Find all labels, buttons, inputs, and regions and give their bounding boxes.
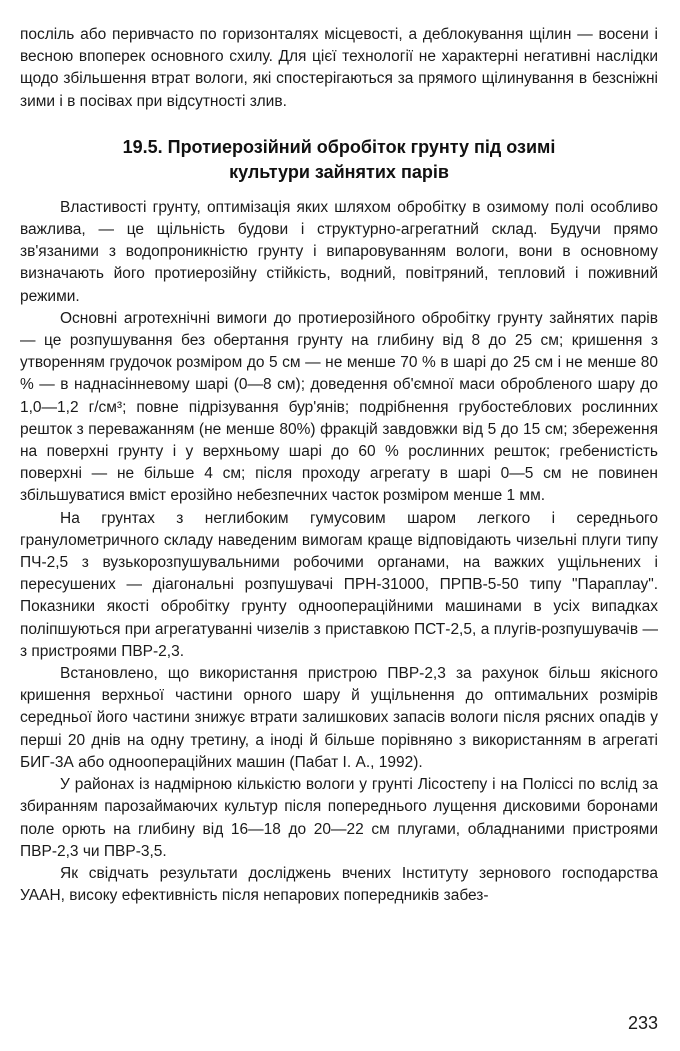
paragraph-research-results: Як свідчать результати досліджень вчених Інституту зернового господарства УААН, високу ефективність після непарових попередників забез- bbox=[20, 864, 658, 905]
page-body bbox=[20, 0, 658, 907]
paragraph-excess-moisture-regions: У районах із надмірною кількістю вологи у грунті Лісостепу і на Поліссі по вслід за збиранням парозаймаючих культур після попереднього лущення дисковими боронами поле орють на глибину від 16—18 до 20—22 см плугами, обладнаними пристроями ПВР-2,3 чи ПВР-3,5. bbox=[20, 776, 658, 860]
paragraph-agrotechnical-requirements: Основні агротехнічні вимоги до протиерозійного обробітку грунту зайнятих парів — це розпушування без обертання грунту на глибину від 8 до 25 см; кришення з утворенням грудочок розміром до 5 см — не менше 70 % в шарі до 25 см і не менше 80 % — в наднасінневому шарі (0—8 см); доведення об'ємної маси обробленого шару до 1,0—1,2 г/см³; повне підрізування бур'янів; подрібнення грубостеблових рослинних решток з переважанням (не менше 80%) фракцій завдовжки від 5 до 15 см; збереження на поверхні грунту і у верхньому шарі до 60 % рослинних решток; гребенистість поверхні — не більше 4 см; після проходу агрегату в шарі 0—5 см не повинен збільшуватися вміст ерозійно небезпечних часток розміром менше 1 мм. bbox=[20, 309, 658, 505]
paragraph-pvr-device: Встановлено, що використання пристрою ПВР-2,3 за рахунок більш якісного кришення верхньої частини орного шару й ущільнення до оптимальних розмірів середньої його частини знижує втрати залишкових запасів вологи після рясних опадів у перші 20 днів на одну третину, а іноді й більше порівняно з використанням в агрегаті БИГ-3А або одноопераційних машин (Пабат І. А., 1992). bbox=[20, 665, 658, 771]
section-heading-line-2: культури зайнятих парів bbox=[229, 161, 449, 182]
section-heading bbox=[20, 135, 658, 185]
section-heading-line-1: 19.5. Протиерозійний обробіток грунту під озимі bbox=[122, 136, 556, 157]
paragraph-shallow-humus-soils: На грунтах з неглибоким гумусовим шаром легкого і середнього гранулометричного складу наведеним вимогам краще відповідають чизельні плуги типу ПЧ-2,5 з вузькорозпушувальними робочими органами, на важких ущільнених і пересушених — діагональні розпушувачі ПРН-31000, ПРПВ-5-50 типу "Параплау". Показники якості обробітку грунту одноопераційними машинами в усіх випадках поліпшуються при агрегатуванні чизелів з приставкою ПСТ-2,5, а плугів-розпушувачів — з пристроями ПВР-2,3. bbox=[20, 509, 658, 660]
paragraph-continued: посліль або перивчасто по горизонталях місцевості, а деблокування щілин — восени і весною впоперек основного схилу. Для цієї технології не характерні негативні наслідки щодо збільшення втрат вологи, які спостерігаються за прямого щілинування в безсніжні зими і в посівах при відсутності злив. bbox=[20, 26, 658, 110]
page-number: 233 bbox=[627, 1013, 658, 1033]
paragraph-soil-properties: Властивості грунту, оптимізація яких шляхом обробітку в озимому полі особливо важлива, — це щільність будови і структурно-агрегатний склад. Будучи прямо зв'язаними з водопроникністю грунту і випаровуванням вологи, вони в основному визначають його протиерозійну стійкість, водний, повітряний, тепловий і поживний режими. bbox=[20, 198, 658, 305]
